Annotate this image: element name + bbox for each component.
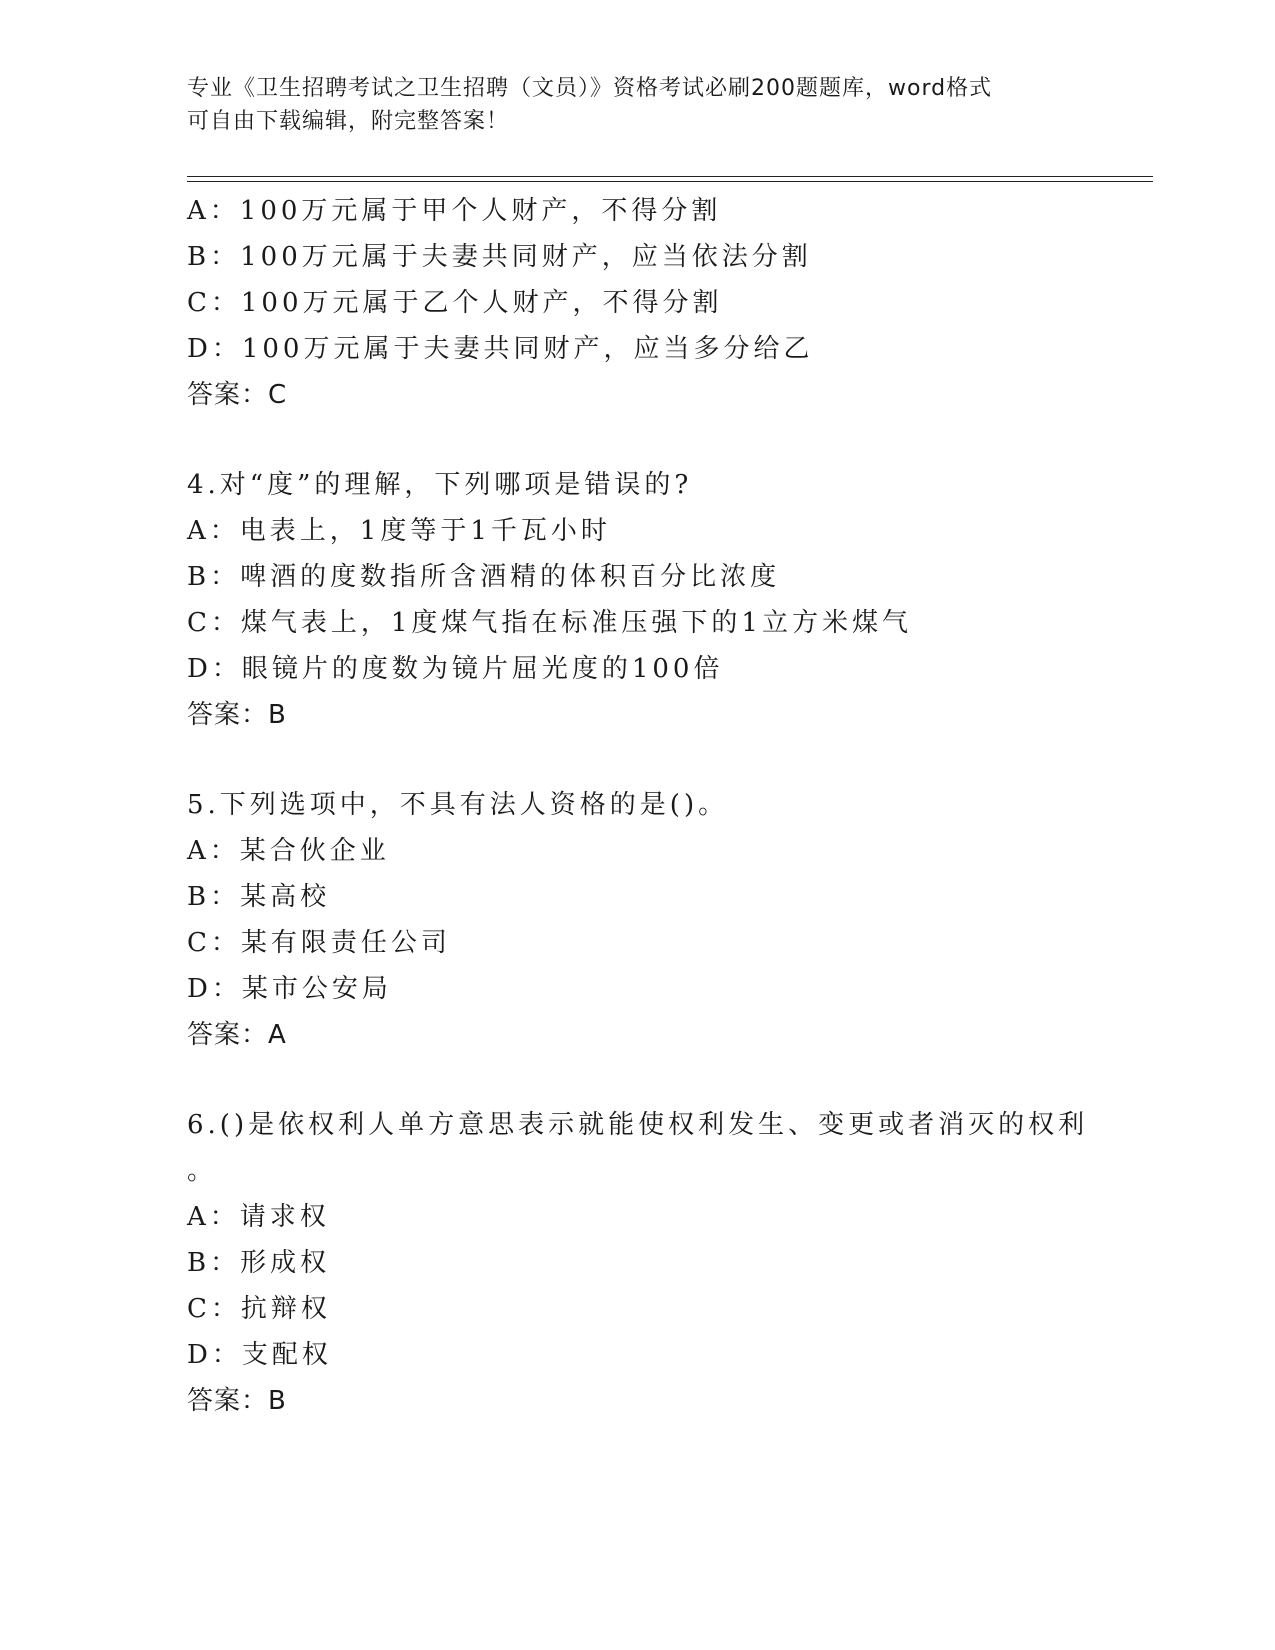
- document-header: [187, 72, 1087, 138]
- option-d: D：某市公安局: [187, 974, 392, 1004]
- option-d: D：支配权: [187, 1340, 332, 1370]
- question-stem-line-1: 6.()是依权利人单方意思表示就能使权利发生、变更或者消灭的权利: [187, 1110, 1089, 1140]
- answer-line: 答案：B: [187, 700, 287, 730]
- option-b: B：啤酒的度数指所含酒精的体积百分比浓度: [187, 562, 781, 592]
- option-a: A：100万元属于甲个人财产，不得分割: [187, 196, 722, 226]
- header-title-line-1: 专业《卫生招聘考试之卫生招聘（文员）》资格考试必刷200题题库，word格式: [187, 76, 993, 101]
- option-c: C：抗辩权: [187, 1294, 331, 1324]
- header-divider-top: [187, 176, 1153, 177]
- header-divider-bottom: [187, 181, 1153, 182]
- answer-line: 答案：C: [187, 380, 288, 410]
- answer-line: 答案：A: [187, 1020, 287, 1050]
- question-4: [187, 462, 1087, 738]
- answer-line: 答案：B: [187, 1386, 287, 1416]
- question-3: [187, 188, 1087, 418]
- option-c: C：某有限责任公司: [187, 928, 451, 958]
- question-stem: 4.对“度”的理解，下列哪项是错误的?: [187, 470, 693, 500]
- option-b: B：形成权: [187, 1248, 331, 1278]
- option-b: B：100万元属于夫妻共同财产，应当依法分割: [187, 242, 812, 272]
- option-c: C：煤气表上，1度煤气指在标准压强下的1立方米煤气: [187, 608, 912, 638]
- option-b: B：某高校: [187, 882, 331, 912]
- option-d: D：100万元属于夫妻共同财产，应当多分给乙: [187, 334, 814, 364]
- question-stem: 5.下列选项中，不具有法人资格的是()。: [187, 790, 729, 820]
- question-list: [187, 188, 1087, 1424]
- option-d: D：眼镜片的度数为镜片屈光度的100倍: [187, 654, 724, 684]
- header-title-line-2: 可自由下载编辑，附完整答案！: [187, 109, 510, 134]
- option-a: A：电表上，1度等于1千瓦小时: [187, 516, 611, 546]
- option-a: A：请求权: [187, 1202, 330, 1232]
- question-6: [187, 1102, 1087, 1424]
- option-c: C：100万元属于乙个人财产，不得分割: [187, 288, 723, 318]
- option-a: A：某合伙企业: [187, 836, 390, 866]
- question-5: [187, 782, 1087, 1058]
- question-stem-line-2: 。: [187, 1156, 218, 1186]
